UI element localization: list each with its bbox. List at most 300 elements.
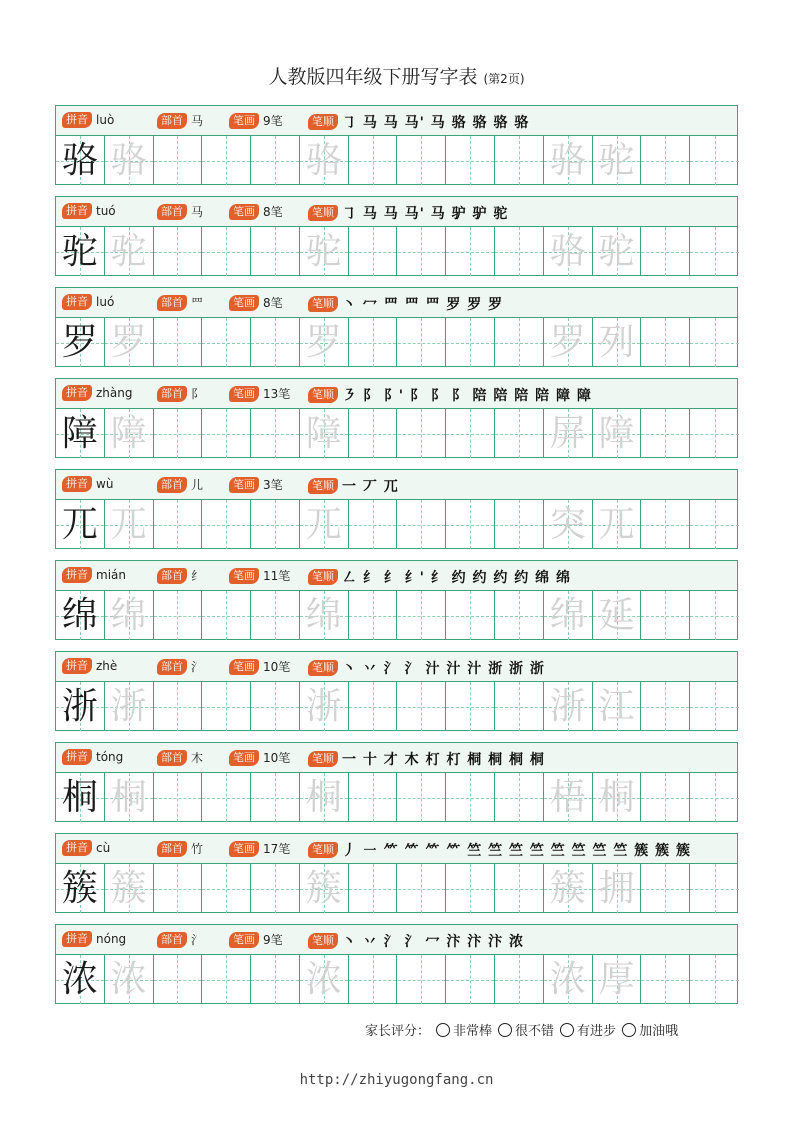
tian-grid-cell[interactable] (398, 773, 447, 822)
radical-value: 竹 (191, 842, 204, 856)
tian-grid-cell[interactable] (56, 500, 105, 549)
tian-grid-cell[interactable] (593, 864, 642, 913)
tian-grid-cell[interactable] (495, 591, 544, 640)
radical-field (157, 203, 203, 220)
radical-value: 儿 (191, 478, 204, 492)
stroke-count-field (229, 112, 283, 129)
tian-grid-cell[interactable] (398, 136, 447, 185)
tian-grid-cell[interactable] (398, 955, 447, 1004)
tian-grid-cell[interactable] (641, 318, 690, 367)
stroke-order-badge: 笔顺 (308, 569, 338, 585)
tian-grid-cell[interactable] (251, 500, 300, 549)
pinyin-badge: 拼音 (62, 749, 92, 765)
trace-character: 骆 (549, 139, 586, 181)
tian-grid-cell[interactable] (495, 682, 544, 731)
tian-grid-cell[interactable] (690, 409, 739, 458)
radio-circle-icon[interactable] (436, 1023, 450, 1037)
stroke-count-value: 9笔 (263, 933, 283, 947)
trace-character: 浙 (549, 685, 586, 727)
model-character: 绵 (61, 594, 98, 636)
stroke-count-field (229, 840, 290, 857)
tian-grid-cell[interactable] (544, 591, 593, 640)
radical-field (157, 749, 203, 766)
stroke-count-field (229, 749, 290, 766)
writing-grid (56, 227, 737, 276)
tian-grid-cell[interactable] (105, 682, 154, 731)
tian-grid-cell[interactable] (251, 955, 300, 1004)
trace-character: 浙 (305, 685, 342, 727)
tian-grid-cell[interactable] (154, 591, 203, 640)
stroke-order-field (308, 931, 524, 951)
tian-grid-cell[interactable] (544, 864, 593, 913)
stroke-count-badge: 笔画 (229, 659, 259, 675)
tian-grid-cell[interactable] (56, 773, 105, 822)
tian-grid-cell[interactable] (154, 409, 203, 458)
pinyin-field (62, 931, 126, 947)
radical-field (157, 658, 203, 675)
tian-grid-cell[interactable] (495, 136, 544, 185)
trace-character: 江 (598, 685, 635, 727)
stroke-order-badge: 笔顺 (308, 660, 338, 676)
radical-field (157, 567, 203, 584)
trace-character: 骆 (110, 139, 147, 181)
stroke-order-badge: 笔顺 (308, 933, 338, 949)
pinyin-badge: 拼音 (62, 112, 92, 128)
tian-grid-cell[interactable] (495, 773, 544, 822)
tian-grid-cell[interactable] (495, 955, 544, 1004)
trace-character: 屏 (549, 412, 586, 454)
tian-grid-cell[interactable] (251, 773, 300, 822)
radical-value: 马 (191, 205, 204, 219)
radio-circle-icon[interactable] (498, 1023, 512, 1037)
tian-grid-cell[interactable] (446, 136, 495, 185)
radical-badge: 部首 (157, 477, 187, 493)
radical-badge: 部首 (157, 568, 187, 584)
stroke-count-value: 10笔 (263, 660, 291, 674)
tian-grid-cell[interactable] (544, 682, 593, 731)
tian-grid-cell[interactable] (641, 682, 690, 731)
parent-rating (365, 1020, 678, 1039)
tian-grid-cell[interactable] (105, 773, 154, 822)
tian-grid-cell[interactable] (300, 318, 349, 367)
stroke-count-badge: 笔画 (229, 568, 259, 584)
tian-grid-cell[interactable] (641, 136, 690, 185)
character-info-bar (56, 743, 737, 773)
character-info-bar (56, 834, 737, 864)
radical-badge: 部首 (157, 295, 187, 311)
trace-character: 簇 (305, 867, 342, 909)
tian-grid-cell[interactable] (105, 318, 154, 367)
pinyin-badge: 拼音 (62, 931, 92, 947)
rating-label: 家长评分： (365, 1024, 431, 1039)
tian-grid-cell[interactable] (202, 864, 251, 913)
tian-grid-cell[interactable] (544, 136, 593, 185)
stroke-order-field (308, 658, 545, 678)
pinyin-value: nóng (96, 932, 127, 946)
stroke-order-field (308, 840, 691, 860)
character-row (55, 560, 738, 640)
tian-grid-cell[interactable] (446, 591, 495, 640)
tian-grid-cell[interactable] (398, 500, 447, 549)
character-info-bar (56, 652, 737, 682)
character-row (55, 105, 738, 185)
trace-character: 障 (110, 412, 147, 454)
tian-grid-cell[interactable] (495, 318, 544, 367)
pinyin-field (62, 658, 117, 674)
character-info-bar (56, 925, 737, 955)
model-character: 障 (61, 412, 98, 454)
tian-grid-cell[interactable] (641, 864, 690, 913)
tian-grid-cell[interactable] (398, 409, 447, 458)
stroke-order-value: 丿 ㇐ ⺮ ⺮ ⺮ ⺮ 竺 竺 竺 竺 竺 竺 竺 竺 簇 簇 簇 (342, 843, 691, 859)
pinyin-value: tóng (96, 750, 124, 764)
character-info-bar (56, 106, 737, 136)
radical-badge: 部首 (157, 204, 187, 220)
pinyin-badge: 拼音 (62, 476, 92, 492)
tian-grid-cell[interactable] (641, 591, 690, 640)
tian-grid-cell[interactable] (56, 318, 105, 367)
tian-grid-cell[interactable] (593, 682, 642, 731)
tian-grid-cell[interactable] (690, 227, 739, 276)
tian-grid-cell[interactable] (349, 409, 398, 458)
pinyin-value: luó (96, 295, 115, 309)
trace-character: 兀 (110, 503, 147, 545)
tian-grid-cell[interactable] (154, 500, 203, 549)
trace-character: 列 (598, 321, 635, 363)
stroke-order-badge: 笔顺 (308, 751, 338, 767)
tian-grid-cell[interactable] (593, 136, 642, 185)
tian-grid-cell[interactable] (690, 955, 739, 1004)
writing-grid (56, 955, 737, 1004)
radical-field (157, 840, 203, 857)
tian-grid-cell[interactable] (398, 591, 447, 640)
stroke-order-field (308, 203, 508, 223)
tian-grid-cell[interactable] (690, 773, 739, 822)
stroke-count-badge: 笔画 (229, 295, 259, 311)
trace-character: 绵 (549, 594, 586, 636)
trace-character: 兀 (598, 503, 635, 545)
tian-grid-cell[interactable] (690, 136, 739, 185)
stroke-order-badge: 笔顺 (308, 842, 338, 858)
tian-grid-cell[interactable] (446, 409, 495, 458)
trace-character: 延 (598, 594, 635, 636)
tian-grid-cell[interactable] (105, 955, 154, 1004)
pinyin-badge: 拼音 (62, 567, 92, 583)
tian-grid-cell[interactable] (349, 136, 398, 185)
radical-value: 阝 (191, 387, 204, 401)
tian-grid-cell[interactable] (593, 955, 642, 1004)
tian-grid-cell[interactable] (202, 955, 251, 1004)
trace-character: 桐 (110, 776, 147, 818)
pinyin-badge: 拼音 (62, 840, 92, 856)
pinyin-badge: 拼音 (62, 658, 92, 674)
tian-grid-cell[interactable] (56, 227, 105, 276)
tian-grid-cell[interactable] (202, 318, 251, 367)
tian-grid-cell[interactable] (154, 864, 203, 913)
tian-grid-cell[interactable] (300, 500, 349, 549)
tian-grid-cell[interactable] (349, 864, 398, 913)
stroke-count-field (229, 567, 290, 584)
radical-badge: 部首 (157, 659, 187, 675)
radical-badge: 部首 (157, 386, 187, 402)
trace-character: 兀 (305, 503, 342, 545)
character-row (55, 651, 738, 731)
pinyin-badge: 拼音 (62, 203, 92, 219)
tian-grid-cell[interactable] (202, 591, 251, 640)
tian-grid-cell[interactable] (154, 136, 203, 185)
stroke-order-value: ㇜ 纟 纟 纟' 纟 约 约 约 约 绵 绵 (342, 570, 572, 586)
tian-grid-cell[interactable] (446, 318, 495, 367)
stroke-order-value: 一 十 才 木 朾 朾 桐 桐 桐 桐 (342, 752, 545, 768)
tian-grid-cell[interactable] (300, 682, 349, 731)
tian-grid-cell[interactable] (251, 318, 300, 367)
stroke-order-badge: 笔顺 (308, 114, 338, 130)
tian-grid-cell[interactable] (56, 955, 105, 1004)
rating-option-4[interactable]: 加油哦 (622, 1020, 678, 1039)
pinyin-badge: 拼音 (62, 294, 92, 310)
tian-grid-cell[interactable] (446, 773, 495, 822)
tian-grid-cell[interactable] (56, 682, 105, 731)
stroke-count-value: 8笔 (263, 205, 283, 219)
stroke-order-field (308, 567, 571, 587)
stroke-count-field (229, 203, 283, 220)
writing-grid (56, 409, 737, 458)
radical-field (157, 931, 203, 948)
tian-grid-cell[interactable] (544, 409, 593, 458)
trace-character: 浓 (549, 958, 586, 1000)
character-row (55, 742, 738, 822)
tian-grid-cell[interactable] (105, 500, 154, 549)
model-character: 桐 (61, 776, 98, 818)
tian-grid-cell[interactable] (398, 227, 447, 276)
stroke-count-field (229, 931, 283, 948)
radical-field (157, 294, 203, 311)
stroke-count-badge: 笔画 (229, 841, 259, 857)
tian-grid-cell[interactable] (300, 227, 349, 276)
writing-grid (56, 500, 737, 549)
tian-grid-cell[interactable] (495, 864, 544, 913)
tian-grid-cell[interactable] (641, 773, 690, 822)
stroke-order-badge: 笔顺 (308, 478, 338, 494)
stroke-order-field (308, 294, 503, 314)
tian-grid-cell[interactable] (446, 682, 495, 731)
character-info-bar (56, 379, 737, 409)
tian-grid-cell[interactable] (56, 409, 105, 458)
stroke-count-field (229, 294, 283, 311)
character-row (55, 196, 738, 276)
character-info-bar (56, 470, 737, 500)
stroke-order-field (308, 476, 399, 496)
trace-character: 浓 (305, 958, 342, 1000)
tian-grid-cell[interactable] (398, 318, 447, 367)
stroke-order-value: ㇆ 马 马 马' 马 骆 骆 骆 骆 (342, 115, 530, 131)
tian-grid-cell[interactable] (154, 773, 203, 822)
tian-grid-cell[interactable] (349, 500, 398, 549)
tian-grid-cell[interactable] (300, 955, 349, 1004)
pinyin-value: cù (96, 841, 111, 855)
pinyin-value: zhàng (96, 386, 133, 400)
tian-grid-cell[interactable] (251, 409, 300, 458)
pinyin-value: zhè (96, 659, 118, 673)
tian-grid-cell[interactable] (446, 500, 495, 549)
character-info-bar (56, 561, 737, 591)
radio-circle-icon[interactable] (560, 1023, 574, 1037)
tian-grid-cell[interactable] (593, 591, 642, 640)
character-row (55, 833, 738, 913)
trace-character: 罗 (110, 321, 147, 363)
tian-grid-cell[interactable] (154, 227, 203, 276)
trace-character: 驼 (110, 230, 147, 272)
tian-grid-cell[interactable] (251, 864, 300, 913)
tian-grid-cell[interactable] (593, 227, 642, 276)
tian-grid-cell[interactable] (202, 136, 251, 185)
trace-character: 骆 (305, 139, 342, 181)
tian-grid-cell[interactable] (446, 227, 495, 276)
tian-grid-cell[interactable] (300, 591, 349, 640)
tian-grid-cell[interactable] (495, 409, 544, 458)
tian-grid-cell[interactable] (349, 591, 398, 640)
model-character: 簇 (61, 867, 98, 909)
tian-grid-cell[interactable] (202, 773, 251, 822)
tian-grid-cell[interactable] (544, 500, 593, 549)
tian-grid-cell[interactable] (641, 955, 690, 1004)
tian-grid-cell[interactable] (446, 864, 495, 913)
stroke-order-value: 丶 丷 氵 氵 汁 汁 汁 浙 浙 浙 (342, 661, 545, 677)
trace-character: 浓 (110, 958, 147, 1000)
page-title (0, 62, 793, 89)
radical-value: 纟 (191, 569, 204, 583)
stroke-count-field (229, 476, 283, 493)
tian-grid-cell[interactable] (641, 500, 690, 549)
stroke-count-badge: 笔画 (229, 113, 259, 129)
tian-grid-cell[interactable] (641, 227, 690, 276)
tian-grid-cell[interactable] (495, 227, 544, 276)
stroke-count-value: 3笔 (263, 478, 283, 492)
tian-grid-cell[interactable] (251, 136, 300, 185)
tian-grid-cell[interactable] (154, 682, 203, 731)
stroke-count-badge: 笔画 (229, 477, 259, 493)
rating-option-1[interactable]: 非常棒 (436, 1020, 492, 1039)
tian-grid-cell[interactable] (690, 682, 739, 731)
tian-grid-cell[interactable] (446, 955, 495, 1004)
tian-grid-cell[interactable] (690, 318, 739, 367)
tian-grid-cell[interactable] (544, 227, 593, 276)
pinyin-field (62, 203, 116, 219)
character-row (55, 378, 738, 458)
character-info-bar (56, 197, 737, 227)
model-character: 浙 (61, 685, 98, 727)
trace-character: 绵 (110, 594, 147, 636)
tian-grid-cell[interactable] (56, 136, 105, 185)
stroke-order-badge: 笔顺 (308, 296, 338, 312)
trace-character: 梧 (549, 776, 586, 818)
rating-option-2[interactable]: 很不错 (498, 1020, 554, 1039)
tian-grid-cell[interactable] (154, 955, 203, 1004)
pinyin-value: tuó (96, 204, 116, 218)
tian-grid-cell[interactable] (593, 318, 642, 367)
radio-circle-icon[interactable] (622, 1023, 636, 1037)
tian-grid-cell[interactable] (544, 955, 593, 1004)
tian-grid-cell[interactable] (593, 409, 642, 458)
tian-grid-cell[interactable] (398, 682, 447, 731)
tian-grid-cell[interactable] (349, 318, 398, 367)
trace-character: 驼 (598, 139, 635, 181)
tian-grid-cell[interactable] (593, 500, 642, 549)
trace-character: 障 (305, 412, 342, 454)
stroke-order-field (308, 749, 545, 769)
tian-grid-cell[interactable] (251, 227, 300, 276)
model-character: 驼 (61, 230, 98, 272)
tian-grid-cell[interactable] (349, 955, 398, 1004)
model-character: 罗 (61, 321, 98, 363)
tian-grid-cell[interactable] (641, 409, 690, 458)
trace-character: 浙 (110, 685, 147, 727)
footer-url[interactable]: http://zhiyugongfang.cn (299, 1072, 494, 1088)
tian-grid-cell[interactable] (544, 773, 593, 822)
pinyin-value: luò (96, 113, 115, 127)
tian-grid-cell[interactable] (300, 409, 349, 458)
tian-grid-cell[interactable] (154, 318, 203, 367)
tian-grid-cell[interactable] (349, 227, 398, 276)
tian-grid-cell[interactable] (300, 773, 349, 822)
tian-grid-cell[interactable] (202, 409, 251, 458)
tian-grid-cell[interactable] (593, 773, 642, 822)
tian-grid-cell[interactable] (690, 500, 739, 549)
tian-grid-cell[interactable] (105, 591, 154, 640)
radical-badge: 部首 (157, 932, 187, 948)
radical-field (157, 112, 203, 129)
pinyin-field (62, 294, 114, 310)
tian-grid-cell[interactable] (349, 682, 398, 731)
tian-grid-cell[interactable] (398, 864, 447, 913)
trace-character: 簇 (549, 867, 586, 909)
tian-grid-cell[interactable] (495, 500, 544, 549)
stroke-count-badge: 笔画 (229, 204, 259, 220)
model-character: 兀 (61, 503, 98, 545)
pinyin-field (62, 112, 114, 128)
tian-grid-cell[interactable] (300, 864, 349, 913)
tian-grid-cell[interactable] (105, 136, 154, 185)
rating-option-3[interactable]: 有进步 (560, 1020, 616, 1039)
trace-character: 驼 (305, 230, 342, 272)
tian-grid-cell[interactable] (202, 682, 251, 731)
pinyin-field (62, 749, 123, 765)
model-character: 浓 (61, 958, 98, 1000)
trace-character: 骆 (549, 230, 586, 272)
tian-grid-cell[interactable] (690, 864, 739, 913)
tian-grid-cell[interactable] (105, 864, 154, 913)
tian-grid-cell[interactable] (105, 409, 154, 458)
tian-grid-cell[interactable] (202, 227, 251, 276)
tian-grid-cell[interactable] (544, 318, 593, 367)
tian-grid-cell[interactable] (300, 136, 349, 185)
tian-grid-cell[interactable] (202, 500, 251, 549)
stroke-order-value: 丶 丷 氵 氵 冖 汴 汴 汴 浓 (342, 934, 524, 950)
tian-grid-cell[interactable] (251, 591, 300, 640)
stroke-order-field (308, 385, 592, 405)
character-row (55, 924, 738, 1004)
tian-grid-cell[interactable] (349, 773, 398, 822)
stroke-order-field (308, 112, 529, 132)
writing-grid (56, 318, 737, 367)
tian-grid-cell[interactable] (56, 864, 105, 913)
tian-grid-cell[interactable] (690, 591, 739, 640)
tian-grid-cell[interactable] (105, 227, 154, 276)
tian-grid-cell[interactable] (251, 682, 300, 731)
page-number: (第2页) (483, 72, 525, 86)
tian-grid-cell[interactable] (56, 591, 105, 640)
character-row (55, 469, 738, 549)
